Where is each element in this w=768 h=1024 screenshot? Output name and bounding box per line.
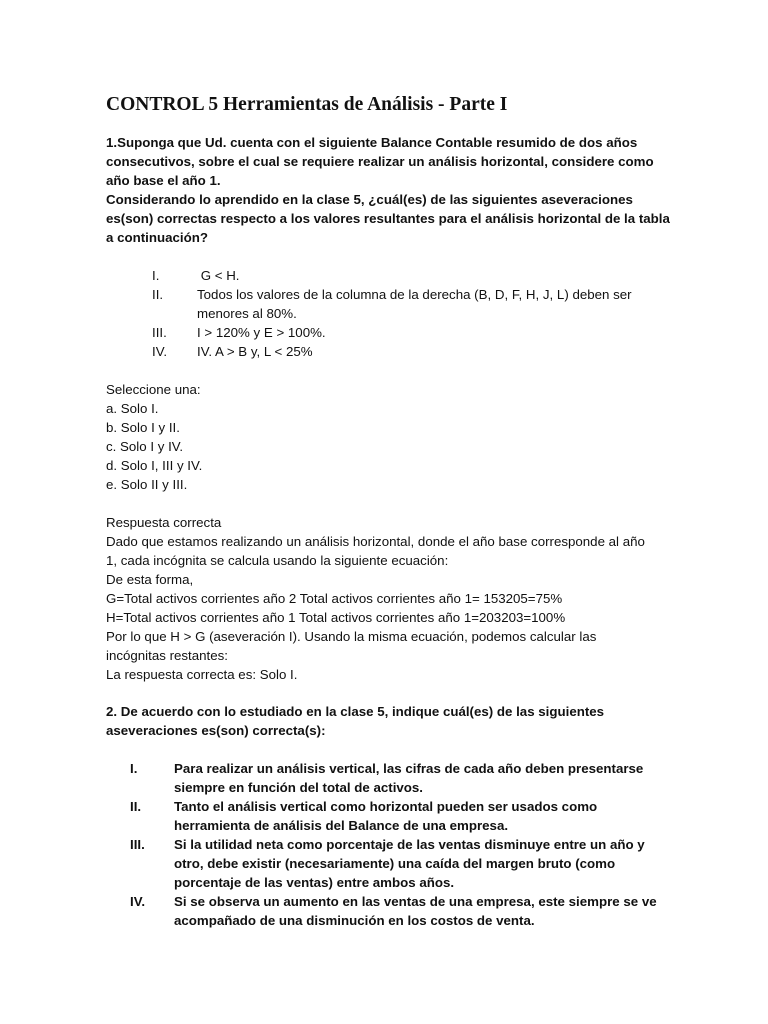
- statement-text: acompañado de una disminución en los costos de venta.: [174, 913, 535, 928]
- statement-text: menores al 80%.: [197, 306, 297, 321]
- feedback-line: Dado que estamos realizando un análisis horizontal, donde el año base corresponde al año: [106, 534, 645, 549]
- feedback-line: incógnitas restantes:: [106, 648, 228, 663]
- feedback-heading: Respuesta correcta: [106, 515, 222, 530]
- statement-text: Tanto el análisis vertical como horizontal pueden ser usados como: [174, 799, 598, 814]
- statement-number: III.: [130, 837, 145, 852]
- answer-options: [106, 380, 666, 494]
- statement-item: [0, 323, 768, 342]
- feedback-line: 1, cada incógnita se calcula usando la siguiente ecuación:: [106, 553, 449, 568]
- question-1-line: año base el año 1.: [106, 173, 221, 188]
- option-a[interactable]: a. Solo I.: [106, 401, 159, 416]
- question-1-line: 1.Suponga que Ud. cuenta con el siguiente Balance Contable resumido de dos años: [106, 135, 638, 150]
- statement-text: G < H.: [197, 268, 240, 283]
- question-2-prompt: [106, 702, 666, 740]
- statement-number: II.: [130, 799, 142, 814]
- statement-text: IV. A > B y, L < 25%: [197, 344, 313, 359]
- option-b[interactable]: b. Solo I y II.: [106, 420, 180, 435]
- feedback-line: H=Total activos corrientes año 1 Total activos corrientes año 1=203203=100%: [106, 610, 566, 625]
- option-e[interactable]: e. Solo II y III.: [106, 477, 188, 492]
- statement-number: IV.: [130, 894, 146, 909]
- statement-item: [0, 835, 768, 892]
- question-2-line: 2. De acuerdo con lo estudiado en la clase 5, indique cuál(es) de las siguientes: [106, 704, 605, 719]
- question-1-line: es(son) correctas respecto a los valores resultantes para el análisis horizontal de la tabla: [106, 211, 670, 226]
- question-1-line: a continuación?: [106, 230, 208, 245]
- statement-text: siempre en función del total de activos.: [174, 780, 424, 795]
- question-1-line: Considerando lo aprendido en la clase 5, ¿cuál(es) de las siguientes aseveraciones: [106, 192, 633, 207]
- question-2-line: aseveraciones es(son) correcta(s):: [106, 723, 326, 738]
- answer-feedback: [106, 513, 666, 684]
- statement-text: herramienta de análisis del Balance de una empresa.: [174, 818, 509, 833]
- question-1-line: consecutivos, sobre el cual se requiere realizar un análisis horizontal, considere como: [106, 154, 654, 169]
- statement-item: [0, 797, 768, 835]
- feedback-line: La respuesta correcta es: Solo I.: [106, 667, 298, 682]
- statement-number: II.: [152, 287, 164, 302]
- statement-text: Si se observa un aumento en las ventas de una empresa, este siempre se ve: [174, 894, 657, 909]
- statement-number: IV.: [152, 344, 168, 359]
- statement-item: [0, 342, 768, 361]
- question-1-statements: [0, 266, 768, 361]
- select-label: Seleccione una:: [106, 382, 201, 397]
- statement-number: I.: [130, 761, 138, 776]
- question-1-prompt: [106, 133, 670, 247]
- option-d[interactable]: d. Solo I, III y IV.: [106, 458, 203, 473]
- statement-text: Para realizar un análisis vertical, las cifras de cada año deben presentarse: [174, 761, 644, 776]
- question-2-statements: [0, 759, 768, 930]
- statement-number: III.: [152, 325, 167, 340]
- feedback-line: G=Total activos corrientes año 2 Total activos corrientes año 1= 153205=75%: [106, 591, 563, 606]
- statement-item: [0, 266, 768, 285]
- option-c[interactable]: c. Solo I y IV.: [106, 439, 184, 454]
- feedback-line: Por lo que H > G (aseveración I). Usando la misma ecuación, podemos calcular las: [106, 629, 597, 644]
- statement-text: otro, debe existir (necesariamente) una caída del margen bruto (como: [174, 856, 616, 871]
- statement-item: [0, 892, 768, 930]
- document-title: CONTROL 5 Herramientas de Análisis - Parte I: [106, 94, 508, 115]
- statement-text: Si la utilidad neta como porcentaje de las ventas disminuye entre un año y: [174, 837, 645, 852]
- feedback-line: De esta forma,: [106, 572, 194, 587]
- statement-text: Todos los valores de la columna de la derecha (B, D, F, H, J, L) deben ser: [197, 287, 632, 302]
- statement-item: [0, 759, 768, 797]
- statement-text: I > 120% y E > 100%.: [197, 325, 326, 340]
- statement-text: porcentaje de las ventas) entre ambos años.: [174, 875, 455, 890]
- statement-number: I.: [152, 268, 160, 283]
- statement-item: [0, 285, 768, 323]
